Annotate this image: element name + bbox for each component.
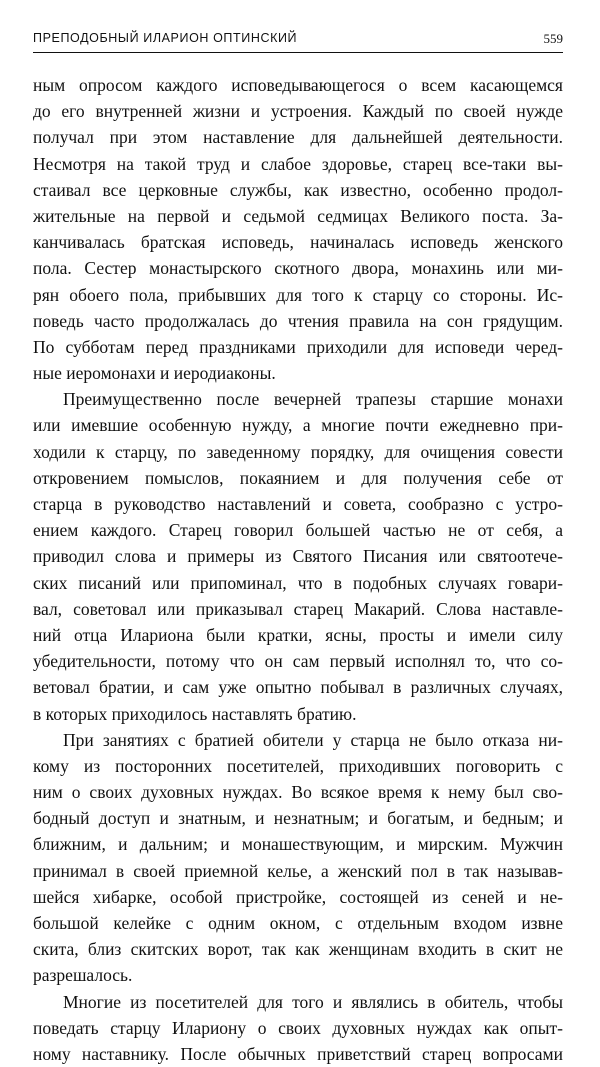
text-line: ний отца Илариона были кратки, ясны, просты и имели силу <box>33 624 563 645</box>
text-line: скита, близ скитских ворот, так как женщинам входить в скит не <box>33 939 563 960</box>
text-line: ских писаний или припоминал, что в подобных случаях говари- <box>33 572 563 593</box>
text-line: ным опросом каждого исповедывающегося о всем касающемся <box>33 75 563 95</box>
text-line: По субботам перед праздниками приходили для исповеди черед- <box>33 336 563 357</box>
text-line: ением каждого. Старец говорил большей частью не от себя, а <box>33 520 563 541</box>
text-line: стаивал все церковные службы, как известно, особенно продол- <box>33 179 563 200</box>
text-line: Несмотря на такой труд и слабое здоровье, старец все-таки вы- <box>33 153 563 174</box>
running-header <box>33 30 563 53</box>
text-line: принимал в своей приемной келье, а женский пол в так называв- <box>33 860 563 881</box>
text-line: ному наставнику. После обычных приветствий старец вопросами <box>33 1043 563 1064</box>
running-title: ПРЕПОДОБНЫЙ ИЛАРИОН ОПТИНСКИЙ <box>33 31 298 45</box>
text-line: ходили к старцу, по заведенному порядку, для очищения совести <box>33 441 563 462</box>
text-line: ные иеромонахи и иеродиаконы. <box>33 363 276 384</box>
body-text <box>33 72 563 1067</box>
text-line: канчивалась братская исповедь, начиналась исповедь женского <box>33 232 563 253</box>
text-line: старца в руководство наставлений и совета, сообразно с устро- <box>33 494 563 514</box>
text-line: поведь часто продолжалась до чтения правила на сон грядущим. <box>33 310 563 331</box>
text-line: ветовал братии, и сам уже опытно побывал в различных случаях, <box>33 677 563 698</box>
text-line: убедительности, потому что он сам первый исполнял то, что со- <box>33 651 563 672</box>
text-line: шейся хибарке, особой пристройке, состоящей из сеней и не- <box>33 886 563 907</box>
text-line: в которых приходилось наставлять братию. <box>33 703 357 724</box>
text-line: приводил слова и примеры из Святого Писания или святоотече- <box>33 546 563 567</box>
text-line: вал, советовал или приказывал старец Макарий. Слова наставле- <box>33 598 563 619</box>
text-line: откровением помыслов, покаянием и для получения себе от <box>33 467 563 488</box>
page-number: 559 <box>543 31 563 46</box>
text-line: жительные на первой и седьмой седмицах Великого поста. За- <box>33 205 563 226</box>
book-page <box>33 30 563 1064</box>
text-line: до его внутренней жизни и устроения. Каждый по своей нужде <box>33 101 563 122</box>
text-line: ближним, и дальним; и монашествующим, и мирским. Мужчин <box>33 834 563 855</box>
text-line: получал при этом наставление для дальнейшей деятельности. <box>33 127 563 148</box>
text-line: бодный доступ и знатным, и незнатным; и богатым, и бедным; и <box>33 808 563 829</box>
text-line: разрешалось. <box>33 965 133 986</box>
text-line: ним о своих духовных нуждах. Во всякое время к нему был сво- <box>33 782 563 803</box>
text-line: кому из посторонних посетителей, приходивших поговорить с <box>33 755 563 776</box>
text-line: рян обоего пола, прибывших для того к старцу со стороны. Ис- <box>33 284 563 305</box>
text-line: поведать старцу Илариону о своих духовных нуждах как опыт- <box>33 1017 563 1038</box>
text-line: или имевшие особенную нужду, а многие почти ежедневно при- <box>33 415 563 436</box>
text-line: Многие из посетителей для того и являлись в обитель, чтобы <box>63 991 563 1012</box>
text-line: Преимущественно после вечерней трапезы старшие монахи <box>63 389 563 410</box>
text-line: большой келейке с одним окном, с отдельным входом извне <box>33 913 563 933</box>
text-line: пола. Сестер монастырского скотного двора, монахинь или ми- <box>33 258 563 279</box>
text-line: При занятиях с братией обители у старца не было отказа ни- <box>63 729 563 750</box>
